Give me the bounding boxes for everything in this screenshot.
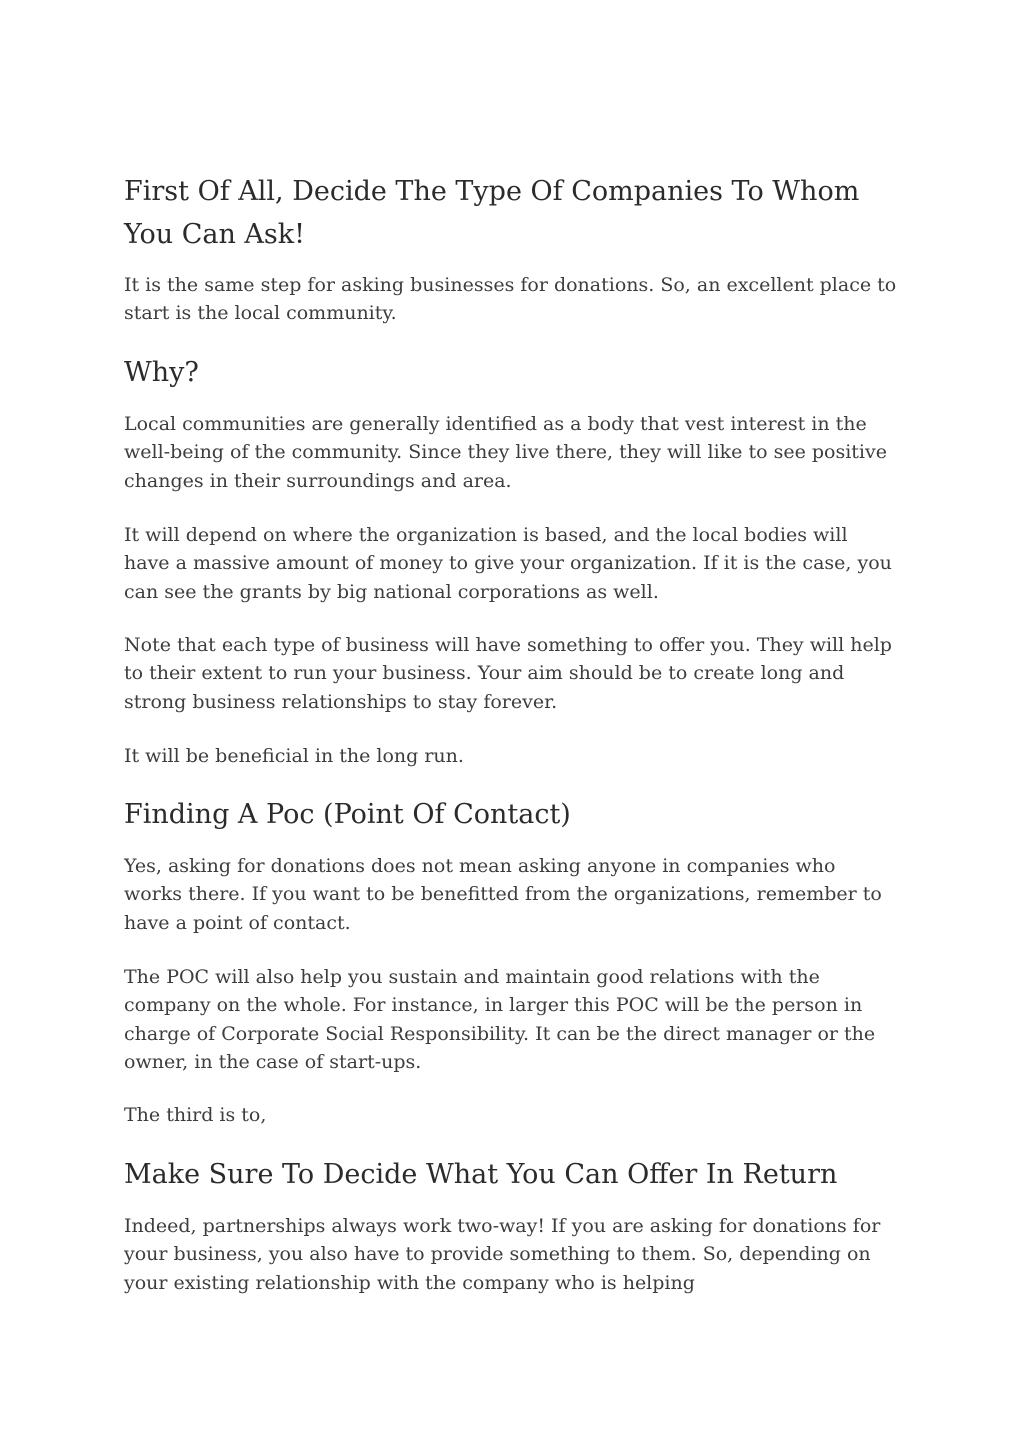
heading-decide-type-of-companies: First Of All, Decide The Type Of Companies To Whom You Can Ask! [124,176,860,250]
paragraph-local-communities: Local communities are generally identified as a body that vest interest in the well-being of the community. Since they live there, they will like to see positive changes in their surroundings and area. [124,413,887,492]
paragraph-third-is-to: The third is to, [124,1104,267,1126]
paragraph-poc-relations: The POC will also help you sustain and maintain good relations with the company on the whole. For instance, in larger this POC will be the person in charge of Corporate Social Responsibility. It can be the direct manager or the owner, in the case of start-ups. [124,966,876,1074]
paragraph-beneficial: It will be beneficial in the long run. [124,745,464,767]
paragraph-asking-for-donations: Yes, asking for donations does not mean asking anyone in companies who works there. If you want to be benefitted from the organizations, remember to have a point of contact. [124,855,882,934]
heading-finding-poc: Finding A Poc (Point Of Contact) [124,799,571,830]
paragraph-organization-based: It will depend on where the organization is based, and the local bodies will have a massive amount of money to give your organization. If it is the case, you can see the grants by big national corporations as well. [124,524,892,603]
paragraph-each-type-of-business: Note that each type of business will have something to offer you. They will help to their extent to run your business. Your aim should be to create long and strong business relationships to stay forever. [124,634,892,713]
heading-offer-in-return: Make Sure To Decide What You Can Offer In Return [124,1159,838,1190]
paragraph-partnerships-two-way: Indeed, partnerships always work two-way! If you are asking for donations for your business, you also have to provide something to them. So, depending on your existing relationship with the company who is helping [124,1215,881,1294]
paragraph-same-step: It is the same step for asking businesses for donations. So, an excellent place to start is the local community. [124,274,897,325]
heading-why: Why? [124,357,199,388]
